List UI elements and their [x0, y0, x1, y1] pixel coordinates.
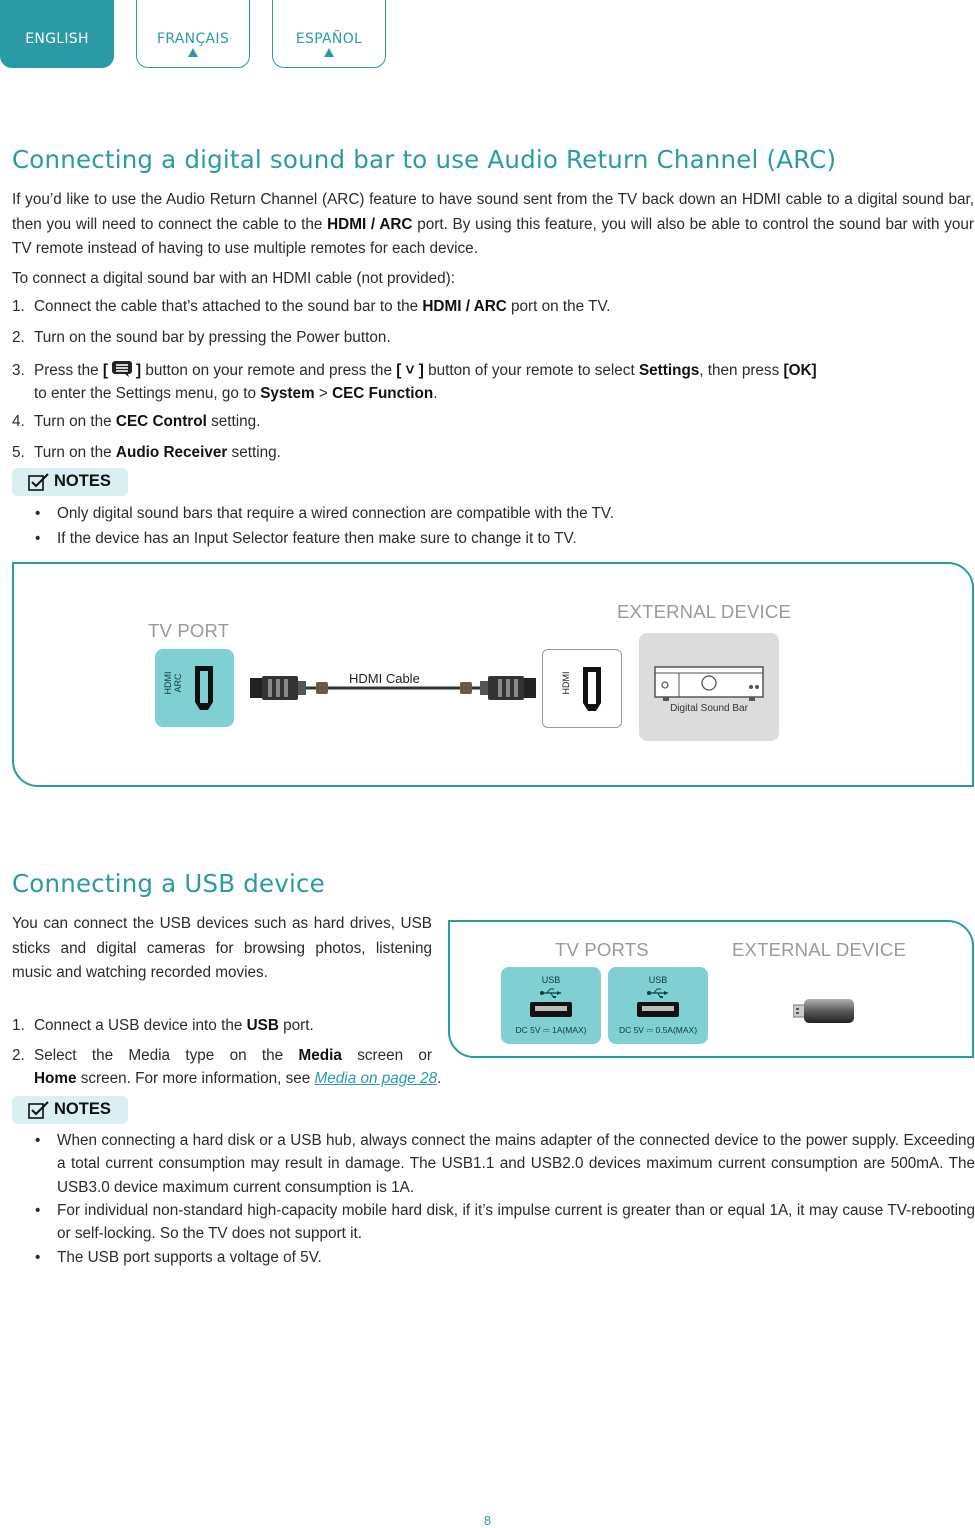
triangle-up-icon	[188, 48, 198, 57]
usb-port-1	[501, 967, 601, 1044]
external-device-label: EXTERNAL DEVICE	[732, 939, 906, 960]
tab-english-label: ENGLISH	[25, 31, 89, 47]
usb-intro: You can connect the USB devices such as hard drives, USB sticks and digital cameras for browsing photos, listening music and watching recorded movies.	[12, 915, 432, 981]
usb-step-2: 2. Select the Media type on the Media screen or Home screen. For more information, see Media on page 28.	[12, 1047, 442, 1087]
arc-connection-diagram	[12, 562, 974, 787]
device-hdmi-port	[542, 649, 622, 728]
menu-icon	[111, 360, 133, 384]
tab-francais[interactable]	[136, 0, 250, 68]
device-hdmi-port-text: HDMI	[561, 671, 571, 695]
arc-step-5: 5. Turn on the Audio Receiver setting.	[12, 444, 281, 461]
digital-sound-bar-card	[639, 633, 779, 741]
usb-stick-icon	[793, 997, 855, 1025]
tv-ports-label: TV PORTS	[555, 939, 649, 960]
arc-step-1: 1. Connect the cable that’s attached to the sound bar to the HDMI / ARC port on the TV.	[12, 298, 611, 315]
hdmi-arc-port-text: HDMI ARC	[163, 671, 183, 695]
checklist-icon	[28, 472, 50, 492]
arc-section-title: Connecting a digital sound bar to use Audio Return Channel (ARC)	[12, 145, 837, 174]
tv-port-label: TV PORT	[148, 620, 230, 641]
usb-socket-icon	[637, 1002, 679, 1017]
notes-badge: NOTES	[12, 468, 128, 496]
hdmi-arc-port	[155, 649, 234, 727]
tab-espanol-label: ESPAÑOL	[295, 31, 363, 47]
hdmi-socket-icon	[581, 665, 603, 713]
tab-english[interactable]	[0, 0, 114, 68]
usb-symbol-icon	[646, 987, 670, 999]
usb-port-2-name: USB	[648, 975, 668, 985]
usb-port-2	[608, 967, 708, 1044]
arc-lead: To connect a digital sound bar with an HDMI cable (not provided):	[12, 270, 455, 287]
usb-socket-icon	[530, 1002, 572, 1017]
usb-step-1: 1. Connect a USB device into the USB port.	[12, 1017, 314, 1034]
tab-espanol[interactable]	[272, 0, 386, 68]
sound-bar-icon	[651, 661, 767, 703]
arc-step-4: 4. Turn on the CEC Control setting.	[12, 413, 261, 430]
media-page-link[interactable]: Media on page 28	[314, 1070, 438, 1087]
usb-section-title: Connecting a USB device	[12, 869, 325, 898]
usb-connection-diagram	[448, 920, 974, 1058]
checklist-icon	[28, 1100, 50, 1120]
tab-francais-label: FRANÇAIS	[156, 31, 230, 47]
notes-badge: NOTES	[12, 1096, 128, 1124]
triangle-up-icon	[324, 48, 334, 57]
usb-port-1-name: USB	[541, 975, 561, 985]
usb-port-1-rating: DC 5V ⎓ 1A(MAX)	[515, 1025, 587, 1035]
arc-step-3: 3. Press the [ ] button on your remote and press the [ ˅ ] button of your remote to select Settings, then press [OK] to enter the Settings menu, go to System > CEC Function.	[12, 362, 817, 402]
external-device-label: EXTERNAL DEVICE	[617, 601, 791, 622]
hdmi-cable-label: HDMI Cable	[349, 671, 420, 686]
usb-symbol-icon	[539, 987, 563, 999]
page-number: 8	[483, 1513, 492, 1528]
arc-intro: If you’d like to use the Audio Return Channel (ARC) feature to have sound sent from the TV back down an HDMI cable to a digital sound bar, then you will need to connect the cable to the HDMI / ARC port. By using this feature, you will also be able to control the sound bar with your TV remote instead of having to use multiple remotes for each device.	[12, 191, 975, 257]
usb-port-2-rating: DC 5V ⎓ 0.5A(MAX)	[618, 1025, 698, 1035]
hdmi-socket-icon	[193, 664, 215, 712]
arc-step-2: 2. Turn on the sound bar by pressing the Power button.	[12, 329, 391, 346]
digital-sound-bar-label: Digital Sound Bar	[670, 703, 748, 714]
